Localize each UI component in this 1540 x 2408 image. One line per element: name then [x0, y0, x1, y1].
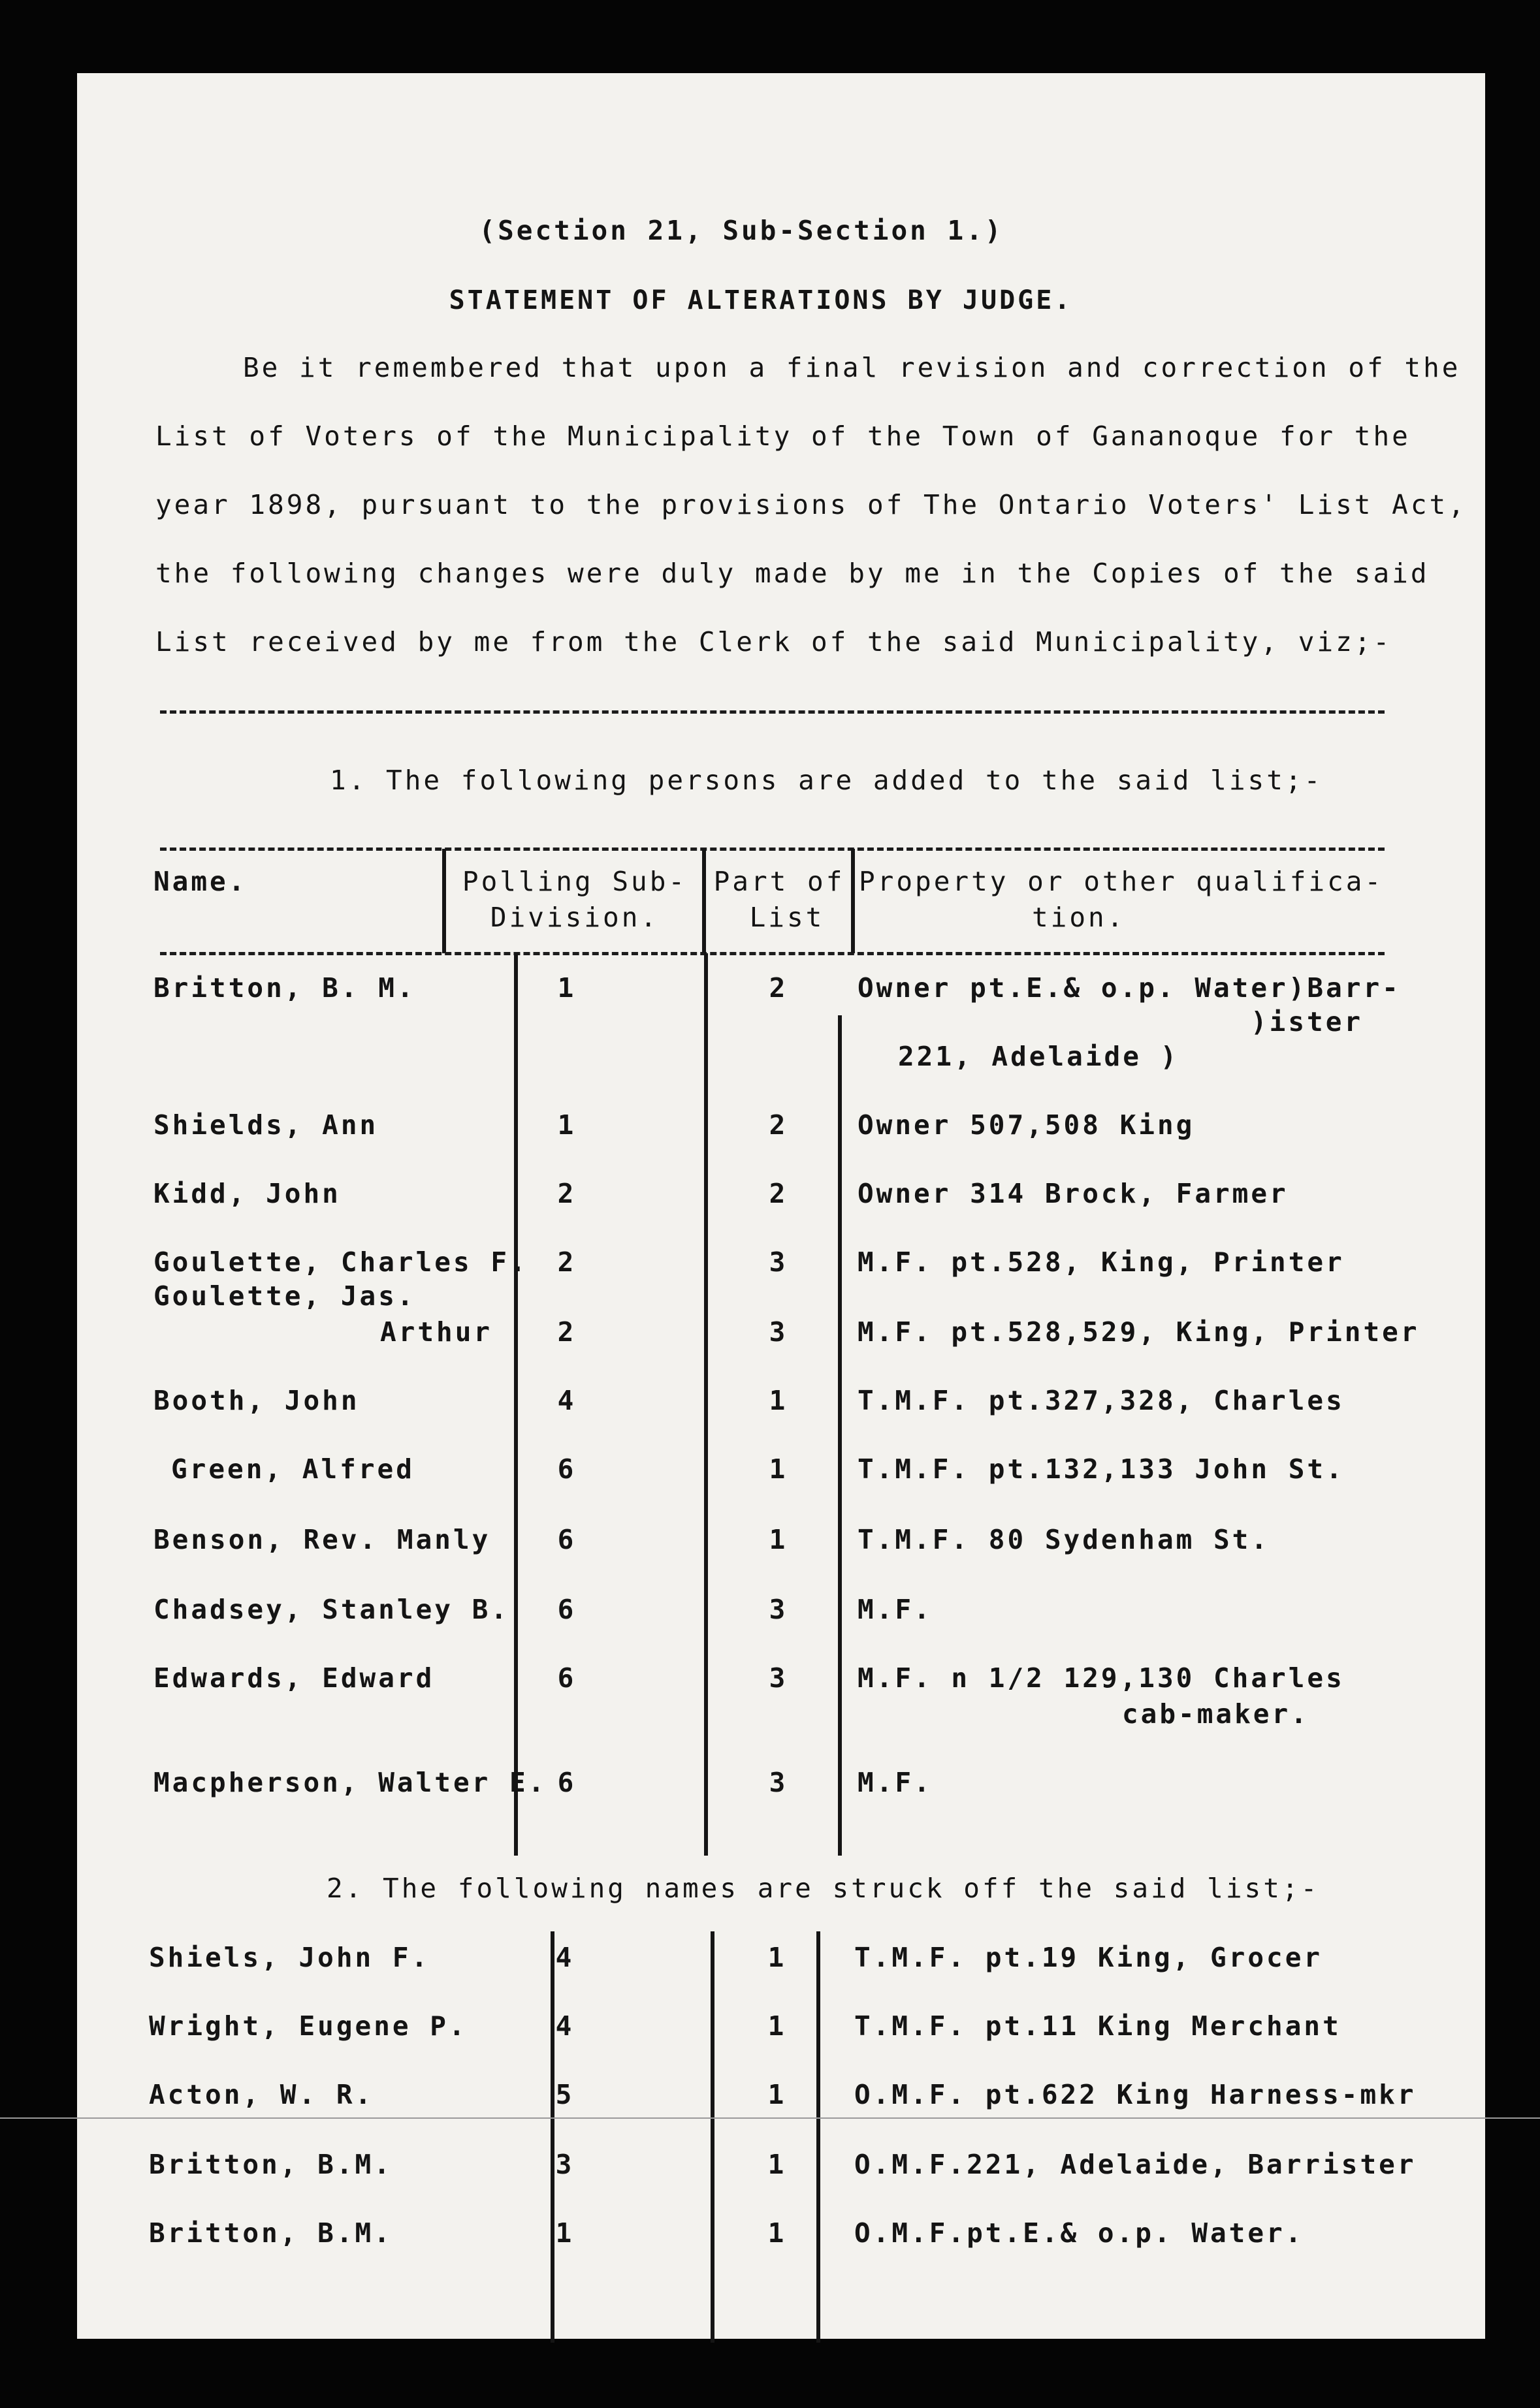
column-header-part: Part of — [713, 866, 845, 897]
table-cell-part: 1 — [769, 1453, 788, 1485]
table-cell-name: Shiels, John F. — [149, 1942, 430, 1973]
table-cell-name: Acton, W. R. — [149, 2079, 374, 2110]
table-cell-name: Green, Alfred — [171, 1453, 415, 1485]
table-cell-division: 1 — [555, 2217, 575, 2249]
intro-line: year 1898, pursuant to the provisions of The Ontario Voters' List Act, — [155, 489, 1467, 520]
table-cell-part: 1 — [769, 1385, 788, 1416]
table-cell-property: T.M.F. pt.132,133 John St. — [858, 1453, 1345, 1485]
separator-line — [160, 710, 1385, 714]
table-cell-name: Britton, B. M. — [153, 972, 416, 1004]
column-header-polling: Polling Sub- — [462, 866, 688, 897]
table-cell-division: 6 — [557, 1594, 577, 1625]
table-cell-division: 4 — [555, 1942, 575, 1973]
table-cell-division: 2 — [557, 1246, 577, 1278]
table-cell-division: 1 — [557, 972, 577, 1004]
table-cell-division: 4 — [555, 2010, 575, 2042]
table-cell-property: O.M.F.pt.E.& o.p. Water. — [854, 2217, 1304, 2249]
table-cell-name: Kidd, John — [153, 1178, 341, 1209]
document-title: STATEMENT OF ALTERATIONS BY JUDGE. — [449, 285, 1073, 315]
table-cell-name: Goulette, Charles F. — [153, 1246, 528, 1278]
table-cell-property: Owner pt.E.& o.p. Water)Barr- — [858, 972, 1401, 1004]
intro-line: Be it remembered that upon a final revision and correction of the — [243, 352, 1461, 383]
table-cell-name: Chadsey, Stanley B. — [153, 1594, 509, 1625]
column-rule — [551, 1931, 554, 2343]
intro-line: List of Voters of the Municipality of the Town of Gananoque for the — [155, 420, 1411, 452]
table-cell-part: 1 — [767, 2149, 787, 2180]
table-header-rule — [160, 952, 1385, 955]
column-rule — [838, 1015, 842, 1856]
table-cell-property: Owner 507,508 King — [858, 1109, 1195, 1141]
table-cell-part: 3 — [769, 1662, 788, 1694]
table-cell-property: M.F. — [858, 1767, 933, 1798]
table-cell-division: 1 — [557, 1109, 577, 1141]
table-cell-property: M.F. — [858, 1594, 933, 1625]
table-cell-part: 1 — [767, 2217, 787, 2249]
column-header-property: tion. — [1032, 902, 1126, 933]
table-cell-property: Owner 314 Brock, Farmer — [858, 1178, 1289, 1209]
column-rule — [704, 953, 708, 1856]
table-cell-division: 5 — [555, 2079, 575, 2110]
table-cell-name: Goulette, Jas. — [153, 1280, 416, 1312]
column-header-polling: Division. — [490, 902, 660, 933]
table-cell-name: Wright, Eugene P. — [149, 2010, 468, 2042]
table-cell-part: 3 — [769, 1767, 788, 1798]
column-rule — [514, 953, 518, 1856]
table-cell-part: 1 — [767, 2010, 787, 2042]
struck-section-heading: 2. The following names are struck off the said list;- — [327, 1873, 1320, 1904]
section-reference: (Section 21, Sub-Section 1.) — [479, 215, 1004, 246]
table-cell-division: 6 — [557, 1767, 577, 1798]
added-section-heading: 1. The following persons are added to the said list;- — [330, 765, 1323, 796]
intro-line: the following changes were duly made by me in the Copies of the said — [155, 558, 1430, 589]
column-header-part: List — [749, 902, 825, 933]
column-header-property: Property or other qualifica- — [859, 866, 1384, 897]
column-rule — [816, 1931, 820, 2343]
table-cell-name: Edwards, Edward — [153, 1662, 435, 1694]
table-cell-part: 2 — [769, 972, 788, 1004]
table-cell-division: 2 — [557, 1316, 577, 1348]
table-cell-part: 2 — [769, 1109, 788, 1141]
table-cell-property: )ister — [1251, 1006, 1364, 1038]
intro-line: List received by me from the Clerk of the said Municipality, viz;- — [155, 626, 1392, 657]
table-cell-property: M.F. n 1/2 129,130 Charles — [858, 1662, 1345, 1694]
table-cell-division: 4 — [557, 1385, 577, 1416]
column-rule — [711, 1931, 714, 2343]
table-cell-property: O.M.F.221, Adelaide, Barrister — [854, 2149, 1417, 2180]
table-cell-name: Britton, B.M. — [149, 2217, 393, 2249]
table-cell-property: O.M.F. pt.622 King Harness-mkr — [854, 2079, 1417, 2110]
scan-line — [0, 2117, 1540, 2119]
table-cell-name: Arthur — [380, 1316, 493, 1348]
table-cell-name: Macpherson, Walter E. — [153, 1767, 547, 1798]
table-cell-part: 3 — [769, 1594, 788, 1625]
table-cell-division: 3 — [555, 2149, 575, 2180]
table-cell-division: 6 — [557, 1453, 577, 1485]
table-cell-division: 2 — [557, 1178, 577, 1209]
table-cell-division: 6 — [557, 1662, 577, 1694]
column-header-name: Name. — [153, 866, 248, 897]
table-cell-property: T.M.F. 80 Sydenham St. — [858, 1524, 1270, 1555]
table-cell-name: Benson, Rev. Manly — [153, 1524, 491, 1555]
table-cell-part: 2 — [769, 1178, 788, 1209]
table-cell-property: T.M.F. pt.19 King, Grocer — [854, 1942, 1323, 1973]
table-cell-name: Shields, Ann — [153, 1109, 379, 1141]
table-cell-part: 1 — [769, 1524, 788, 1555]
table-cell-property: T.M.F. pt.327,328, Charles — [858, 1385, 1345, 1416]
table-cell-name: Britton, B.M. — [149, 2149, 393, 2180]
table-cell-name: Booth, John — [153, 1385, 360, 1416]
table-cell-division: 6 — [557, 1524, 577, 1555]
table-cell-property: T.M.F. pt.11 King Merchant — [854, 2010, 1341, 2042]
table-cell-part: 1 — [767, 1942, 787, 1973]
table-cell-property: cab-maker. — [1122, 1698, 1309, 1730]
table-cell-part: 1 — [767, 2079, 787, 2110]
table-cell-property: 221, Adelaide ) — [898, 1041, 1179, 1072]
table-cell-part: 3 — [769, 1316, 788, 1348]
table-cell-property: M.F. pt.528,529, King, Printer — [858, 1316, 1420, 1348]
table-cell-part: 3 — [769, 1246, 788, 1278]
table-cell-property: M.F. pt.528, King, Printer — [858, 1246, 1345, 1278]
table-top-rule — [160, 848, 1385, 851]
